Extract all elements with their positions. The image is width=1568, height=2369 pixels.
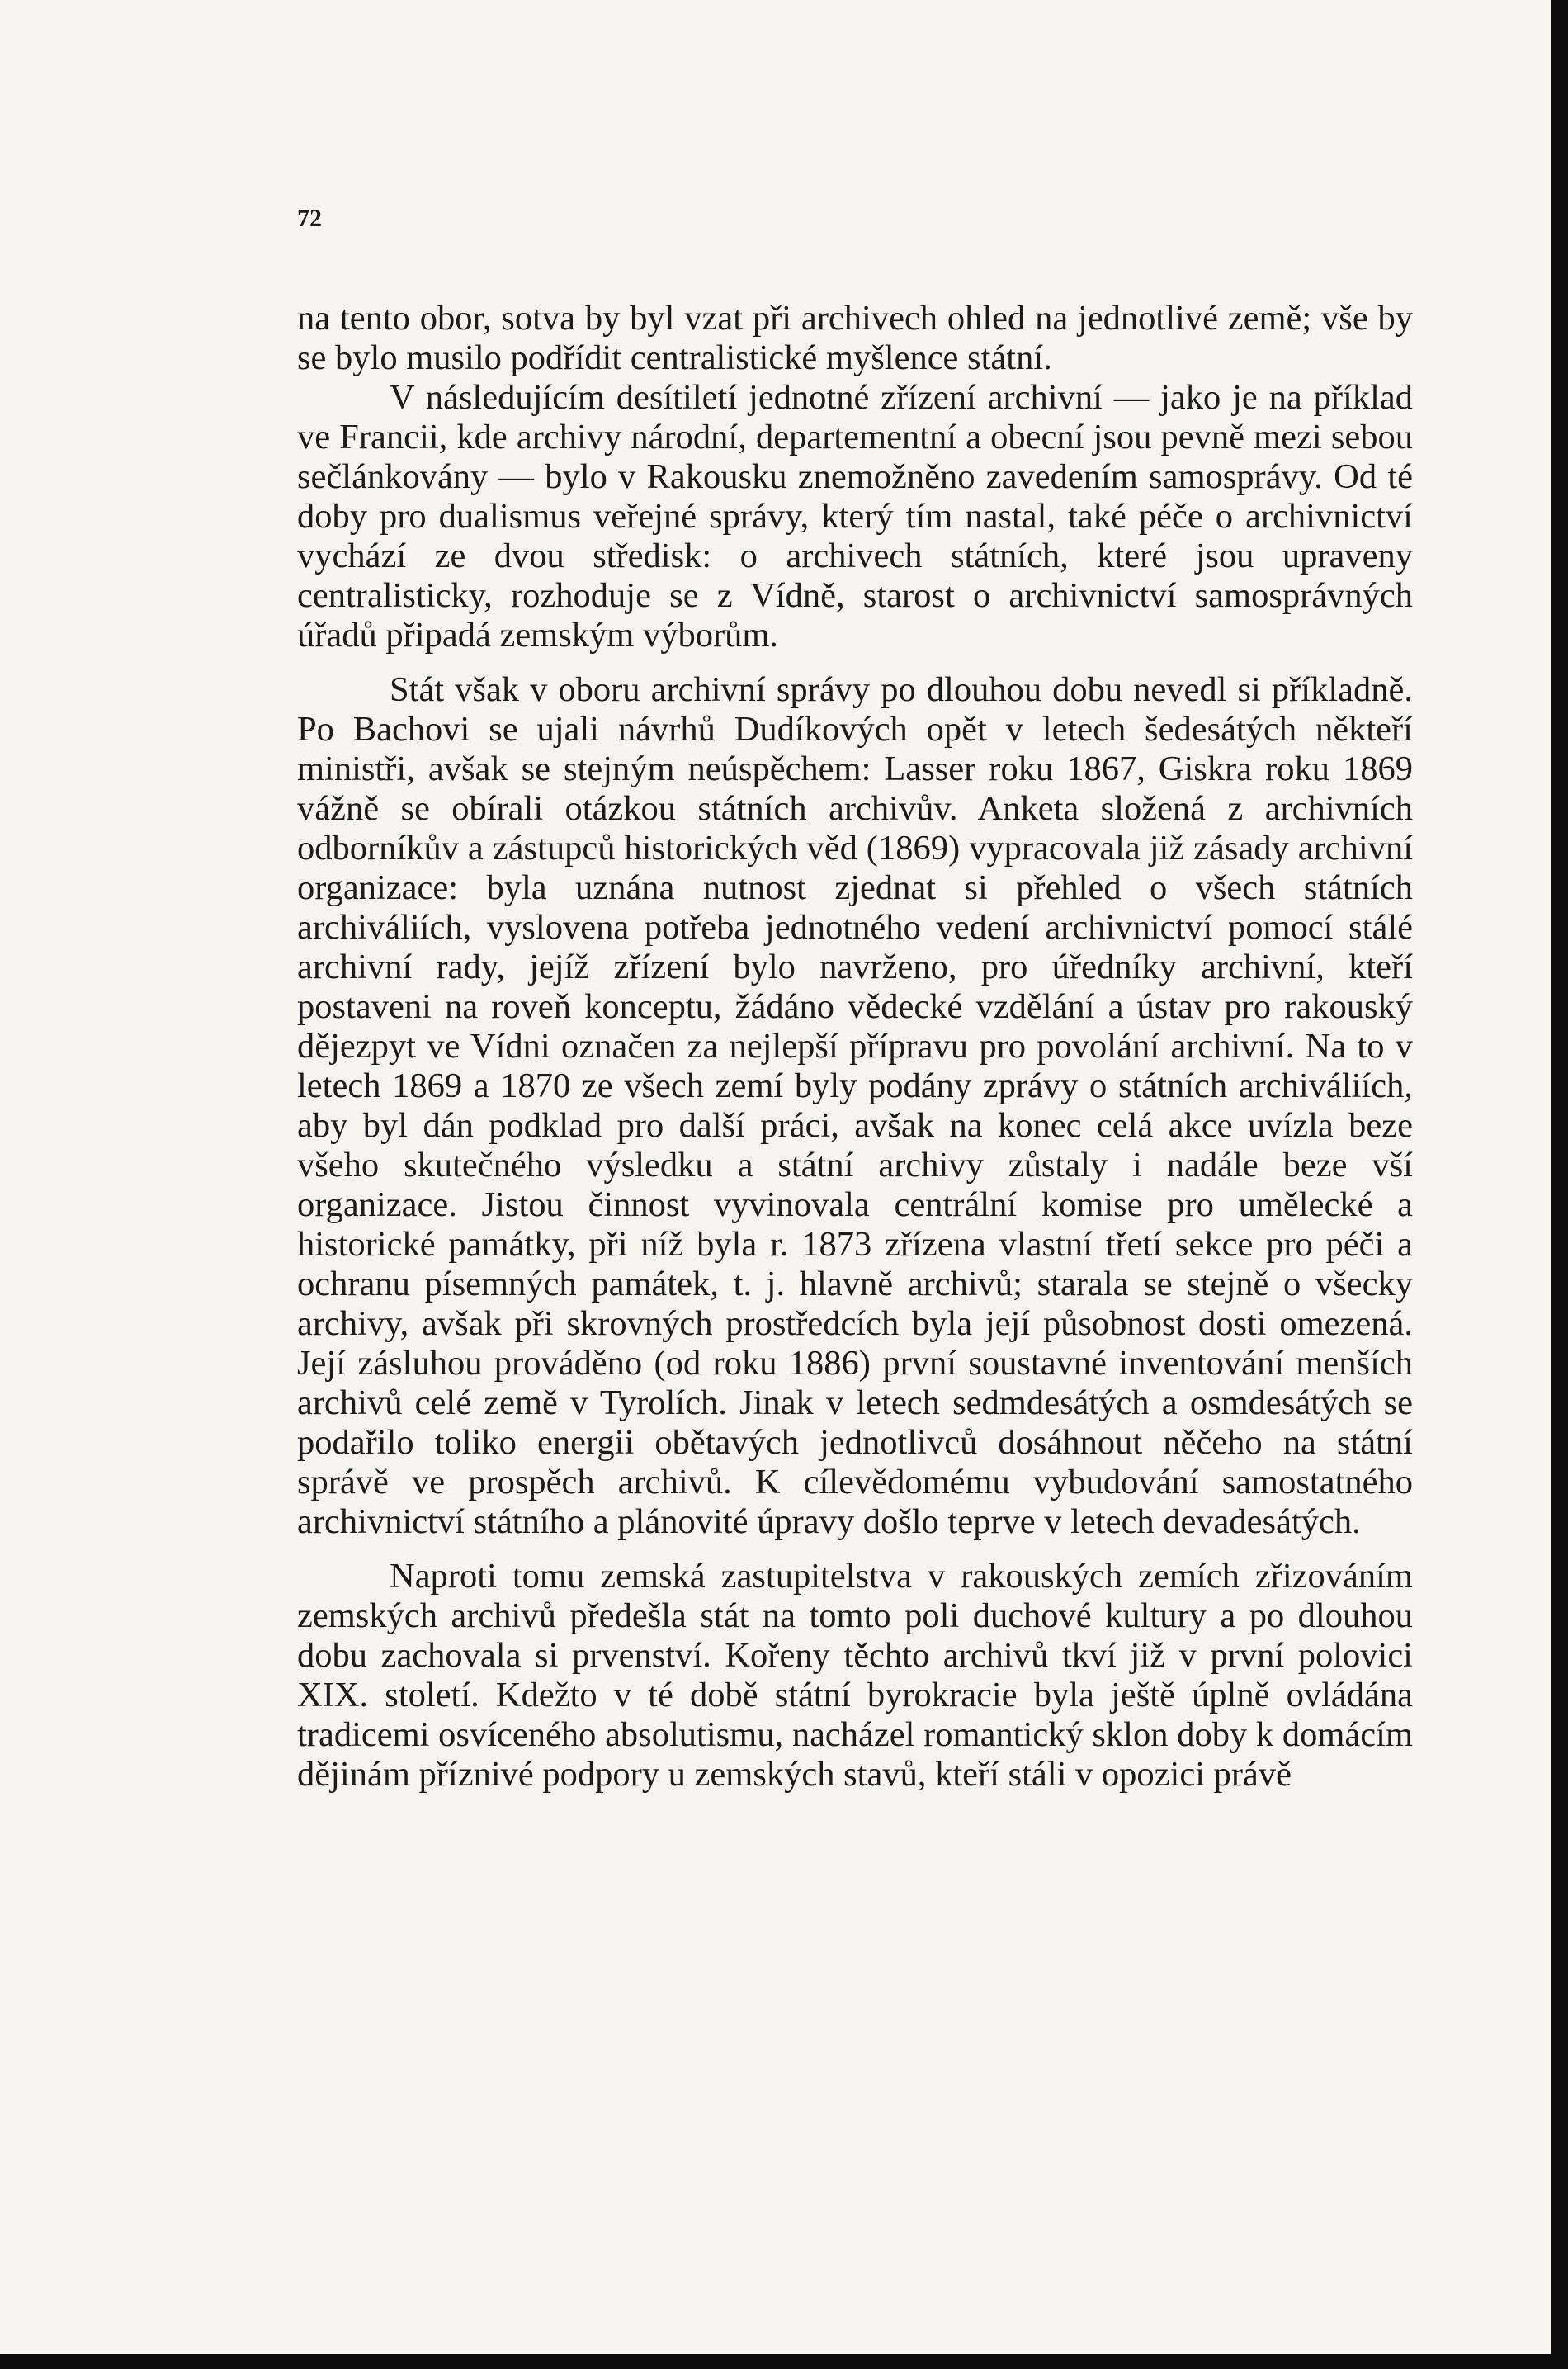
paragraph: V následujícím desítiletí jednotné zřízení archivní — jako je na příklad ve Francii, kde archivy národní, departementní a obecní jsou pevně mezi sebou sečlánkovány — bylo v Rakousku znemožněno zavedením samosprávy. Od té doby pro dualismus veřejné správy, který tím nastal, také péče o archivnictví vychází ze dvou středisk: o archivech státních, které jsou upraveny centralisticky, rozhoduje se z Vídně, starost o archivnictví samosprávných úřadů připadá zemským výborům. [297, 378, 1413, 655]
paragraph-continuation: na tento obor, sotva by byl vzat při archivech ohled na jednotlivé země; vše by se bylo musilo podřídit centralistické myšlence státní. [297, 299, 1413, 377]
paragraph: Stát však v oboru archivní správy po dlouhou dobu nevedl si příkladně. Po Bachovi se ujali návrhů Dudíkových opět v letech šedesátých někteří ministři, avšak se stejným neúspěchem: Lasser roku 1867, Giskra roku 1869 vážně se obírali otázkou státních archivův. Anketa složená z archivních odborníkův a zástupců historických věd (1869) vypracovala již zásady archivní organizace: byla uznána nutnost zjednat si přehled o všech státních archiváliích, vyslovena potřeba jednotného vedení archivnictví pomocí stálé archivní rady, jejíž zřízení bylo navrženo, pro úředníky archivní, kteří postaveni na roveň konceptu, žádáno vědecké vzdělání a ústav pro rakouský dějezpyt ve Vídni označen za nejlepší přípravu pro povolání archivní. Na to v letech 1869 a 1870 ze všech zemí byly podány zprávy o státních archiváliích, aby byl dán podklad pro další práci, avšak na konec celá akce uvízla beze všeho skutečného výsledku a státní archivy zůstaly i nadále beze vší organizace. Jistou činnost vyvinovala centrální komise pro umělecké a historické památky, při níž byla r. 1873 zřízena vlastní třetí sekce pro péči a ochranu písemných památek, t. j. hlavně archivů; starala se stejně o všecky archivy, avšak při skrovných prostředcích byla její působnost dosti omezená. Její zásluhou prováděno (od roku 1886) první soustavné inventování menších archivů celé země v Tyrolích. Jinak v letech sedmdesátých a osmdesátých se podařilo toliko energii obětavých jednotlivců dosáhnout něčeho na státní správě ve prospěch archivů. K cílevědomému vybudování samostatného archivnictví státního a plánovité úpravy došlo teprve v letech devadesátých. [297, 670, 1413, 1541]
paragraph: Naproti tomu zemská zastupitelstva v rakouských zemích zřizováním zemských archivů předešla stát na tomto poli duchové kultury a po dlouhou dobu zachovala si prvenství. Kořeny těchto archivů tkví již v první polovici XIX. století. Kdežto v té době státní byrokracie byla ještě úplně ovládána tradicemi osvíceného absolutismu, nacházel romantický sklon doby k domácím dějinám příznivé podpory u zemských stavů, kteří stáli v opozici právě [297, 1557, 1413, 1794]
page-number: 72 [297, 205, 322, 232]
body-text [297, 299, 1413, 1794]
